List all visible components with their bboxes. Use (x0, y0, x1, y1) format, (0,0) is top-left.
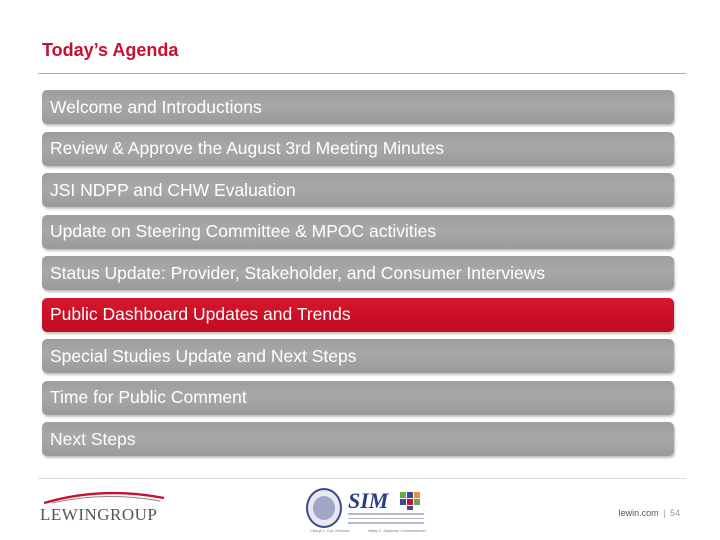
state-seal-icon (306, 488, 342, 528)
swoosh-icon (42, 490, 166, 504)
title-divider (38, 73, 686, 74)
sim-logo (306, 488, 424, 532)
slide-title: Today’s Agenda (42, 40, 179, 60)
lewin-group-logo (38, 490, 168, 526)
agenda-item[interactable]: Welcome and Introductions (42, 90, 674, 124)
lewin-wordmark: LEWINGROUP (40, 505, 158, 524)
agenda-item[interactable]: Update on Steering Committee & MPOC activities (42, 215, 674, 249)
sim-captions (310, 528, 426, 533)
agenda-item-active[interactable]: Public Dashboard Updates and Trends (42, 298, 674, 332)
footer-page-info (619, 508, 680, 518)
sim-tagline (348, 513, 424, 527)
agenda-item[interactable]: Next Steps (42, 422, 674, 456)
sim-caption-left: Cheryl L. Cyr, Director (310, 528, 350, 533)
agenda-item[interactable]: Status Update: Provider, Stakeholder, and Consumer Interviews (42, 256, 674, 290)
footer-site-link[interactable]: lewin.com (618, 508, 659, 518)
footer-separator: | (663, 508, 666, 518)
page-number: 54 (669, 508, 680, 518)
sim-caption-right: Mary C. Mayhew, Commissioner (368, 528, 426, 533)
agenda-item[interactable]: JSI NDPP and CHW Evaluation (42, 173, 674, 207)
agenda-item[interactable]: Review & Approve the August 3rd Meeting Minutes (42, 132, 674, 166)
agenda-list (42, 90, 674, 464)
agenda-item[interactable]: Special Studies Update and Next Steps (42, 339, 674, 373)
footer-divider (38, 478, 686, 479)
agenda-item[interactable]: Time for Public Comment (42, 381, 674, 415)
sim-wordmark: SIM (348, 488, 389, 513)
checker-mark-icon (400, 492, 420, 510)
